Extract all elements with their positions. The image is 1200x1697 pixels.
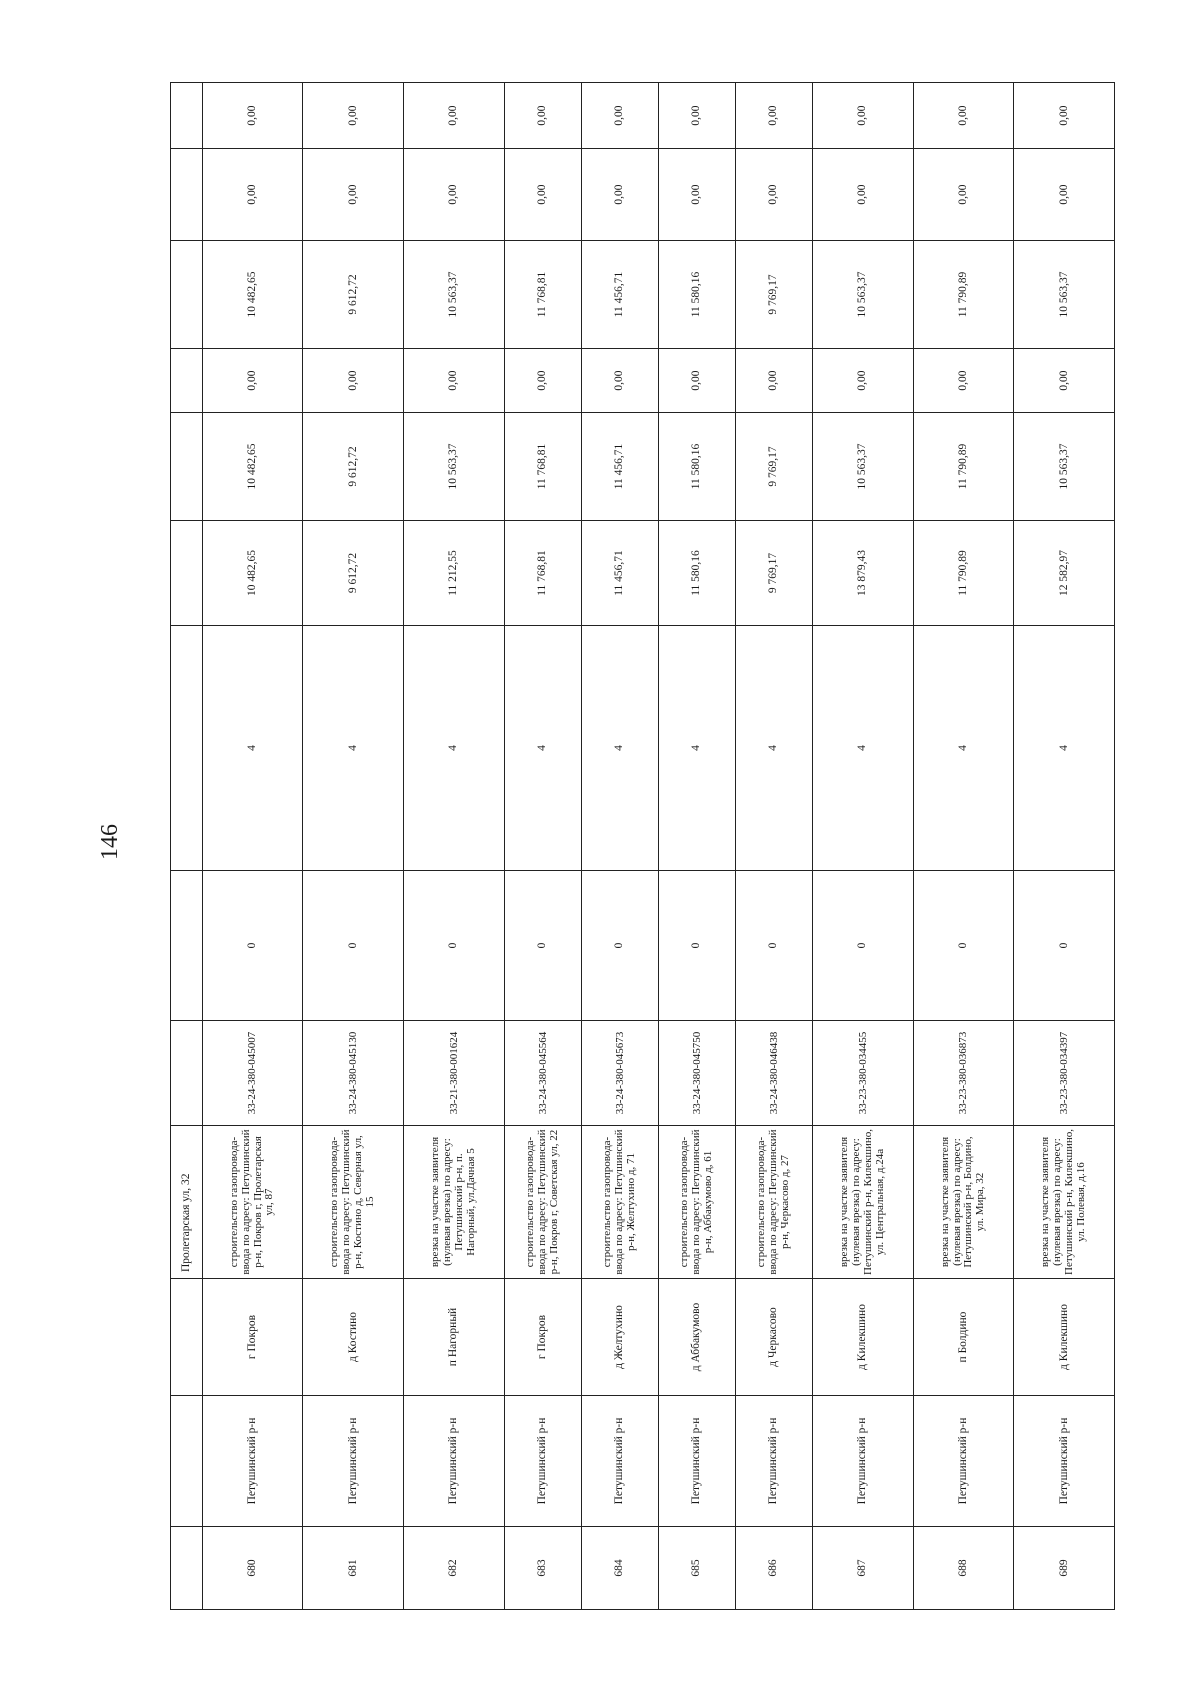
amount-zero-a: 0,00 <box>658 349 735 413</box>
amount-included: 9 612,72 <box>303 241 404 349</box>
district-cell: Петушинский р-н <box>404 1396 505 1527</box>
column-value-zero: 0 <box>735 871 812 1021</box>
column-value-zero: 0 <box>812 871 913 1021</box>
previous-row-address: Пролетарская ул, 32 <box>171 1126 203 1279</box>
amount-total: 12 582,97 <box>1014 521 1115 626</box>
column-value-zero: 0 <box>581 871 658 1021</box>
district-cell: Петушинский р-н <box>202 1396 303 1527</box>
cell-empty <box>171 349 203 413</box>
row-number: 689 <box>1014 1527 1115 1610</box>
row-number: 680 <box>202 1527 303 1610</box>
cell-empty <box>171 871 203 1021</box>
amount-zero-a: 0,00 <box>1014 349 1115 413</box>
table-row <box>581 83 658 1610</box>
cadastral-number-cell: 33-23-380-036873 <box>913 1021 1014 1126</box>
amount-approved: 11 580,16 <box>658 413 735 521</box>
table-row <box>404 83 505 1610</box>
cell-empty <box>171 83 203 149</box>
amount-approved: 11 790,89 <box>913 413 1014 521</box>
amount-included: 10 482,65 <box>202 241 303 349</box>
amount-zero-b: 0,00 <box>581 149 658 241</box>
description-cell: строительство газопровода-ввода по адресу: Петушинский р-н, Аббакумово д, 61 <box>658 1126 735 1279</box>
district-cell: Петушинский р-н <box>735 1396 812 1527</box>
cadastral-number-cell: 33-24-380-046438 <box>735 1021 812 1126</box>
table-row <box>1014 83 1115 1610</box>
row-number: 688 <box>913 1527 1014 1610</box>
amount-zero-b: 0,00 <box>735 149 812 241</box>
cadastral-number-cell: 33-23-380-034397 <box>1014 1021 1115 1126</box>
table-row <box>658 83 735 1610</box>
column-value-zero: 0 <box>202 871 303 1021</box>
amount-approved: 9 769,17 <box>735 413 812 521</box>
locality-cell: д Килекшино <box>1014 1279 1115 1396</box>
description-cell: врезка на участке заявителя (нулевая врезка) по адресу: Петушинский р-н, Килекшино, ул. Центральная, д.24а <box>812 1126 913 1279</box>
amount-approved: 10 563,37 <box>812 413 913 521</box>
description-cell: врезка на участке заявителя (нулевая врезка) по адресу: Петушинский р-н, Килекшино, ул. Полевая, д.16 <box>1014 1126 1115 1279</box>
amount-total: 11 456,71 <box>581 521 658 626</box>
amount-total: 11 580,16 <box>658 521 735 626</box>
cadastral-number-cell: 33-24-380-045673 <box>581 1021 658 1126</box>
amount-zero-b: 0,00 <box>1014 149 1115 241</box>
amount-approved: 10 563,37 <box>404 413 505 521</box>
column-value-zero: 0 <box>404 871 505 1021</box>
table-row <box>504 83 581 1610</box>
amount-zero-c: 0,00 <box>404 83 505 149</box>
locality-cell: д Аббакумово <box>658 1279 735 1396</box>
description-cell: строительство газопровода-ввода по адресу: Петушинский р-н, Желтухино д, 71 <box>581 1126 658 1279</box>
amount-zero-c: 0,00 <box>581 83 658 149</box>
district-cell: Петушинский р-н <box>581 1396 658 1527</box>
district-cell: Петушинский р-н <box>658 1396 735 1527</box>
column-value-four: 4 <box>303 626 404 871</box>
row-number: 682 <box>404 1527 505 1610</box>
cell-empty <box>171 1279 203 1396</box>
row-number: 684 <box>581 1527 658 1610</box>
district-cell: Петушинский р-н <box>913 1396 1014 1527</box>
row-number: 683 <box>504 1527 581 1610</box>
amount-approved: 11 768,81 <box>504 413 581 521</box>
district-cell: Петушинский р-н <box>812 1396 913 1527</box>
amount-zero-c: 0,00 <box>913 83 1014 149</box>
cadastral-number-cell: 33-21-380-001624 <box>404 1021 505 1126</box>
table-row <box>202 83 303 1610</box>
cell-empty <box>171 413 203 521</box>
amount-included: 11 768,81 <box>504 241 581 349</box>
amount-zero-c: 0,00 <box>1014 83 1115 149</box>
locality-cell: д Желтухино <box>581 1279 658 1396</box>
column-value-zero: 0 <box>303 871 404 1021</box>
cell-empty <box>171 626 203 871</box>
amount-zero-b: 0,00 <box>404 149 505 241</box>
column-value-zero: 0 <box>504 871 581 1021</box>
cell-empty <box>171 241 203 349</box>
locality-cell: д Черкасово <box>735 1279 812 1396</box>
column-value-four: 4 <box>658 626 735 871</box>
cadastral-number-cell: 33-23-380-034455 <box>812 1021 913 1126</box>
amount-zero-b: 0,00 <box>913 149 1014 241</box>
description-cell: строительство газопровода-ввода по адресу: Петушинский р-н, Костино д, Северная ул, 15 <box>303 1126 404 1279</box>
amount-total: 13 879,43 <box>812 521 913 626</box>
amount-approved: 9 612,72 <box>303 413 404 521</box>
cell-empty <box>171 149 203 241</box>
row-number: 681 <box>303 1527 404 1610</box>
amount-approved: 10 563,37 <box>1014 413 1115 521</box>
column-value-four: 4 <box>913 626 1014 871</box>
cadastral-number-cell: 33-24-380-045564 <box>504 1021 581 1126</box>
description-cell: строительство газопровода-ввода по адресу: Петушинский р-н, Черкасово д, 27 <box>735 1126 812 1279</box>
amount-total: 9 769,17 <box>735 521 812 626</box>
amount-approved: 10 482,65 <box>202 413 303 521</box>
district-cell: Петушинский р-н <box>1014 1396 1115 1527</box>
amount-zero-a: 0,00 <box>812 349 913 413</box>
district-cell: Петушинский р-н <box>504 1396 581 1527</box>
data-table <box>170 82 1115 1610</box>
previous-row-continuation <box>171 83 203 1610</box>
amount-included: 10 563,37 <box>812 241 913 349</box>
rotated-table-wrapper <box>170 83 1115 1610</box>
column-value-four: 4 <box>581 626 658 871</box>
locality-cell: п Болдино <box>913 1279 1014 1396</box>
amount-zero-c: 0,00 <box>735 83 812 149</box>
column-value-four: 4 <box>404 626 505 871</box>
table-row <box>303 83 404 1610</box>
description-cell: строительство газопровода-ввода по адресу: Петушинский р-н, Покров г, Пролетарская ул, 87 <box>202 1126 303 1279</box>
amount-approved: 11 456,71 <box>581 413 658 521</box>
amount-total: 10 482,65 <box>202 521 303 626</box>
column-value-four: 4 <box>735 626 812 871</box>
amount-zero-a: 0,00 <box>202 349 303 413</box>
amount-zero-a: 0,00 <box>581 349 658 413</box>
cell-empty <box>171 521 203 626</box>
cadastral-number-cell: 33-24-380-045750 <box>658 1021 735 1126</box>
column-value-zero: 0 <box>913 871 1014 1021</box>
locality-cell: д Килекшино <box>812 1279 913 1396</box>
amount-zero-b: 0,00 <box>202 149 303 241</box>
amount-included: 10 563,37 <box>404 241 505 349</box>
amount-total: 11 768,81 <box>504 521 581 626</box>
amount-zero-a: 0,00 <box>303 349 404 413</box>
district-cell: Петушинский р-н <box>303 1396 404 1527</box>
description-cell: врезка на участке заявителя (нулевая врезка) по адресу: Петушинский р-н, Болдино, ул. Мира, 32 <box>913 1126 1014 1279</box>
amount-zero-a: 0,00 <box>404 349 505 413</box>
amount-included: 9 769,17 <box>735 241 812 349</box>
cell-empty <box>171 1527 203 1610</box>
cell-empty <box>171 1396 203 1527</box>
locality-cell: г Покров <box>504 1279 581 1396</box>
description-cell: строительство газопровода-ввода по адресу: Петушинский р-н, Покров г, Советская ул, 22 <box>504 1126 581 1279</box>
amount-zero-b: 0,00 <box>303 149 404 241</box>
amount-total: 11 790,89 <box>913 521 1014 626</box>
cell-empty <box>171 1021 203 1126</box>
locality-cell: п Нагорный <box>404 1279 505 1396</box>
amount-zero-b: 0,00 <box>504 149 581 241</box>
cadastral-number-cell: 33-24-380-045007 <box>202 1021 303 1126</box>
locality-cell: г Покров <box>202 1279 303 1396</box>
row-number: 685 <box>658 1527 735 1610</box>
column-value-four: 4 <box>202 626 303 871</box>
amount-zero-c: 0,00 <box>658 83 735 149</box>
amount-zero-c: 0,00 <box>812 83 913 149</box>
amount-zero-c: 0,00 <box>303 83 404 149</box>
locality-cell: д Костино <box>303 1279 404 1396</box>
amount-zero-a: 0,00 <box>913 349 1014 413</box>
column-value-zero: 0 <box>658 871 735 1021</box>
column-value-four: 4 <box>504 626 581 871</box>
row-number: 687 <box>812 1527 913 1610</box>
row-number: 686 <box>735 1527 812 1610</box>
description-cell: врезка на участке заявителя (нулевая врезка) по адресу: Петушинский р-н, п. Нагорный, ул.Дачная 5 <box>404 1126 505 1279</box>
amount-total: 9 612,72 <box>303 521 404 626</box>
amount-zero-b: 0,00 <box>812 149 913 241</box>
amount-zero-c: 0,00 <box>504 83 581 149</box>
page-number: 146 <box>97 824 123 860</box>
column-value-four: 4 <box>812 626 913 871</box>
amount-total: 11 212,55 <box>404 521 505 626</box>
amount-zero-c: 0,00 <box>202 83 303 149</box>
table-row <box>735 83 812 1610</box>
amount-zero-b: 0,00 <box>658 149 735 241</box>
amount-included: 10 563,37 <box>1014 241 1115 349</box>
cadastral-number-cell: 33-24-380-045130 <box>303 1021 404 1126</box>
table-row <box>812 83 913 1610</box>
amount-included: 11 790,89 <box>913 241 1014 349</box>
amount-included: 11 580,16 <box>658 241 735 349</box>
amount-included: 11 456,71 <box>581 241 658 349</box>
amount-zero-a: 0,00 <box>504 349 581 413</box>
column-value-zero: 0 <box>1014 871 1115 1021</box>
table-row <box>913 83 1014 1610</box>
amount-zero-a: 0,00 <box>735 349 812 413</box>
column-value-four: 4 <box>1014 626 1115 871</box>
